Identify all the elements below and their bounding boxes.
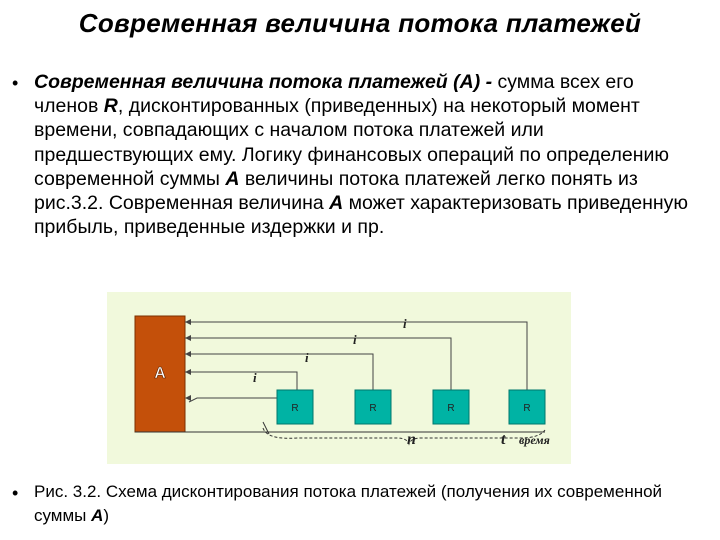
- bullet-paragraph-definition: [34, 70, 694, 239]
- symbol-a: А: [329, 192, 344, 215]
- symbol-a: А: [225, 167, 240, 190]
- rate-label: i: [353, 332, 357, 347]
- bullet-marker: •: [12, 483, 19, 503]
- para-text: , дисконтированных (приведенных) на некоторый момент времени, совпадающих с началом потока платежей или предшествующих ему. Логику финансовых операций по определению современной суммы: [34, 95, 670, 190]
- symbol-a: А: [91, 506, 104, 525]
- caption-text: Рис. 3.2. Схема дисконтирования потока платежей (получения их современной суммы: [34, 482, 663, 525]
- rate-label: i: [403, 316, 407, 331]
- term-present-value: Современная величина потока платежей (А) -: [34, 71, 493, 93]
- slide-title: Современная величина потока платежей: [78, 8, 642, 38]
- r-label: R: [523, 403, 531, 414]
- n-label: n: [407, 431, 416, 448]
- discounting-diagram: [107, 292, 571, 469]
- figure-caption: [34, 480, 694, 528]
- a-box-label: A: [154, 365, 166, 382]
- para-text: сумма всех его членов: [34, 71, 634, 118]
- r-label: R: [369, 403, 377, 414]
- time-label: время: [519, 433, 550, 447]
- rate-label: i: [253, 370, 257, 385]
- r-label: R: [447, 403, 455, 414]
- para-text: величины потока платежей легко понять из рис.3.2. Современная величина: [34, 167, 638, 215]
- r-label: R: [291, 403, 299, 414]
- rate-label: i: [305, 350, 309, 365]
- caption-text: ): [103, 506, 110, 525]
- bullet-marker: •: [12, 73, 19, 93]
- symbol-r: R: [103, 95, 118, 118]
- para-text: может характеризовать приведенную прибыль, приведенные издержки и пр.: [34, 192, 689, 239]
- t-label: t: [501, 431, 506, 448]
